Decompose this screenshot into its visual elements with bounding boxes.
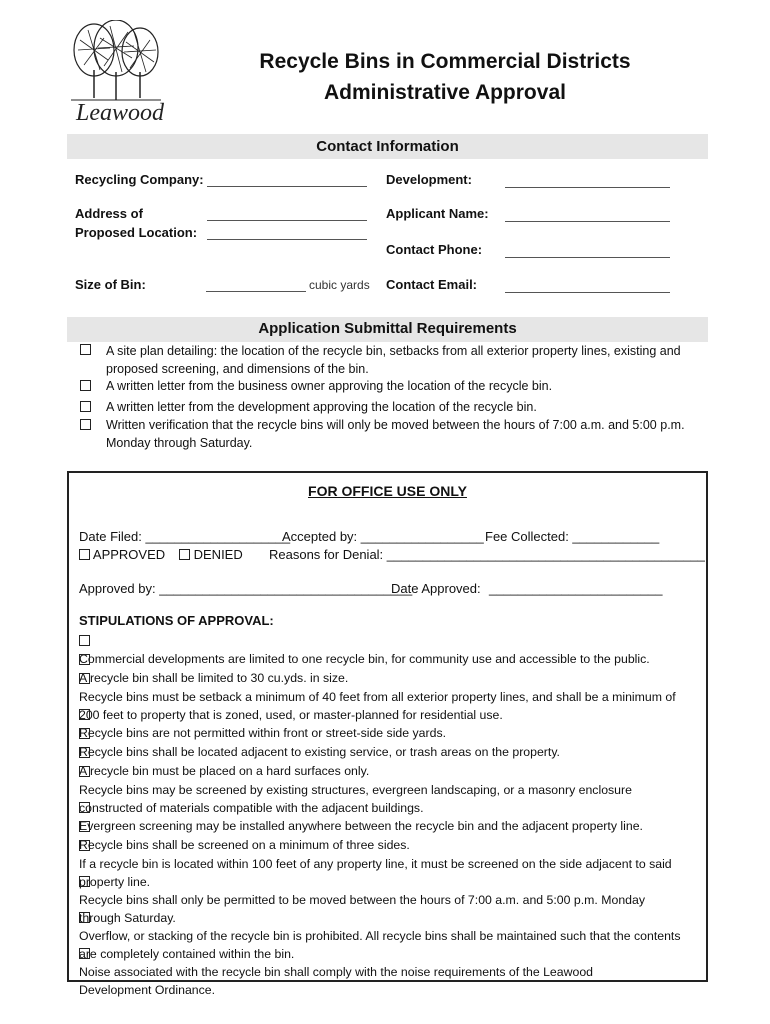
- stipulation-text: constructed of materials compatible with the adjacent buildings.: [79, 801, 424, 815]
- requirement-item: [106, 342, 681, 378]
- stipulation-checkbox[interactable]: [79, 635, 90, 646]
- address-label-line2: Proposed Location:: [75, 225, 198, 240]
- approved-option[interactable]: [79, 546, 165, 564]
- stipulation-checkbox[interactable]: [79, 654, 90, 665]
- requirement-item: [106, 416, 685, 452]
- applicant-name-label: Applicant Name:: [386, 206, 489, 221]
- requirement-checkbox[interactable]: [80, 342, 91, 360]
- requirement-text-line: proposed screening, and dimensions of the bin.: [106, 362, 369, 376]
- requirements-band: [67, 317, 708, 342]
- stipulation-text: Recycle bins are not permitted within front or street-side side yards.: [79, 726, 447, 740]
- stipulation-text: A recycle bin shall be limited to 30 cu.yds. in size.: [79, 671, 349, 685]
- stipulation-text: Noise associated with the recycle bin shall comply with the noise requirements of the Leawood: [79, 965, 594, 979]
- stipulation-checkbox[interactable]: [79, 912, 90, 923]
- stipulation-checkbox[interactable]: [79, 948, 90, 959]
- stipulation-text: Evergreen screening may be installed anywhere between the recycle bin and the adjacent property line.: [79, 819, 643, 833]
- page-title-line1: Recycle Bins in Commercial Districts: [259, 50, 631, 73]
- stipulations-heading: STIPULATIONS OF APPROVAL:: [79, 613, 274, 628]
- denied-checkbox[interactable]: [179, 549, 190, 560]
- approved-by-field[interactable]: Approved by: ___________________________________: [79, 581, 413, 596]
- contact-phone-label: Contact Phone:: [386, 242, 483, 257]
- fee-collected-field[interactable]: Fee Collected: ____________: [485, 529, 660, 544]
- office-use-heading: FOR OFFICE USE ONLY: [308, 483, 467, 499]
- requirement-text-line: Monday through Saturday.: [106, 436, 253, 450]
- stipulation-checkbox[interactable]: [79, 821, 90, 832]
- contact-info-band: [67, 134, 708, 159]
- stipulation-text: 200 feet to property that is zoned, used, or master-planned for residential use.: [79, 708, 503, 722]
- leawood-logo: [66, 20, 166, 128]
- stipulation-text: Recycle bins shall only be permitted to be moved between the hours of 7:00 a.m. and 5:00 p.m. Monday: [79, 893, 645, 907]
- accepted-by-field[interactable]: Accepted by: _________________: [282, 529, 484, 544]
- approved-checkbox[interactable]: [79, 549, 90, 560]
- stipulation-text: through Saturday.: [79, 911, 176, 925]
- reasons-for-denial-field[interactable]: Reasons for Denial: ____________________________________________: [269, 547, 705, 562]
- requirement-checkbox[interactable]: [80, 399, 91, 417]
- contact-phone-field[interactable]: [505, 245, 670, 258]
- size-of-bin-field[interactable]: [206, 279, 306, 292]
- recycling-company-field[interactable]: [207, 174, 367, 187]
- page-title-line2: Administrative Approval: [324, 81, 566, 104]
- requirement-text-line: A site plan detailing: the location of the recycle bin, setbacks from all exterior property lines, existing and: [106, 344, 681, 358]
- date-approved-label: Date Approved:: [391, 581, 481, 596]
- address-field-1[interactable]: [207, 208, 367, 221]
- contact-email-label: Contact Email:: [386, 277, 478, 292]
- stipulation-checkbox[interactable]: [79, 673, 90, 684]
- development-field[interactable]: [505, 175, 670, 188]
- denied-label: DENIED: [193, 547, 243, 562]
- stipulation-text: Recycle bins may be screened by existing structures, evergreen landscaping, or a masonry enclosure: [79, 783, 632, 797]
- requirement-text-line: Written verification that the recycle bins will only be moved between the hours of 7:00 a.m. and 5:00 p.m.: [106, 418, 685, 432]
- stipulation-checkbox[interactable]: [79, 802, 90, 813]
- requirement-item: A written letter from the business owner approving the location of the recycle bin.: [106, 379, 553, 393]
- stipulation-checkbox[interactable]: [79, 709, 90, 720]
- approved-label: APPROVED: [92, 547, 166, 562]
- contact-info-heading: Contact Information: [316, 138, 459, 155]
- stipulation-text: Recycle bins must be setback a minimum of 40 feet from all exterior property lines, and shall be a minimum of: [79, 690, 676, 704]
- stipulation-text: Recycle bins shall be screened on a minimum of three sides.: [79, 838, 410, 852]
- date-approved-field[interactable]: ________________________: [489, 581, 663, 596]
- requirement-item: A written letter from the development approving the location of the recycle bin.: [106, 400, 537, 414]
- office-use-box: [67, 471, 708, 997]
- development-label: Development:: [386, 172, 472, 187]
- stipulation-text: If a recycle bin is located within 100 feet of any property line, it must be screened on the side adjacent to said: [79, 857, 672, 871]
- stipulation-text: are completely contained within the bin.: [79, 947, 295, 961]
- stipulation-checkbox[interactable]: [79, 728, 90, 739]
- stipulation-checkbox[interactable]: [79, 747, 90, 758]
- cubic-yards-label: cubic yards: [309, 278, 370, 292]
- logo-wordmark: Leawood: [76, 100, 165, 126]
- stipulation-text: Recycle bins shall be located adjacent to existing service, or trash areas on the property.: [79, 745, 560, 759]
- stipulation-text: Development Ordinance.: [79, 983, 216, 997]
- requirement-checkbox[interactable]: [80, 417, 91, 435]
- stipulation-text: property line.: [79, 875, 151, 889]
- denied-option[interactable]: [179, 546, 243, 564]
- stipulation-checkbox[interactable]: [79, 876, 90, 887]
- address-field-2[interactable]: [207, 227, 367, 240]
- stipulation-item: [79, 945, 699, 999]
- contact-email-field[interactable]: [505, 280, 670, 293]
- applicant-name-field[interactable]: [505, 209, 670, 222]
- stipulation-text: A recycle bin must be placed on a hard surfaces only.: [79, 764, 370, 778]
- stipulation-checkbox[interactable]: [79, 840, 90, 851]
- stipulation-text: Overflow, or stacking of the recycle bin is prohibited. All recycle bins shall be maintained such that the contents: [79, 929, 681, 943]
- recycling-company-label: Recycling Company:: [75, 172, 204, 187]
- stipulation-text: Commercial developments are limited to one recycle bin, for community use and accessible to the public.: [79, 652, 650, 666]
- stipulation-checkbox[interactable]: [79, 766, 90, 777]
- date-filed-field[interactable]: Date Filed: ____________________: [79, 529, 291, 544]
- requirement-checkbox[interactable]: [80, 378, 91, 396]
- requirements-heading: Application Submittal Requirements: [258, 320, 517, 337]
- trees-icon: [66, 20, 166, 105]
- address-label-line1: Address of: [75, 206, 143, 221]
- size-of-bin-label: Size of Bin:: [75, 277, 146, 292]
